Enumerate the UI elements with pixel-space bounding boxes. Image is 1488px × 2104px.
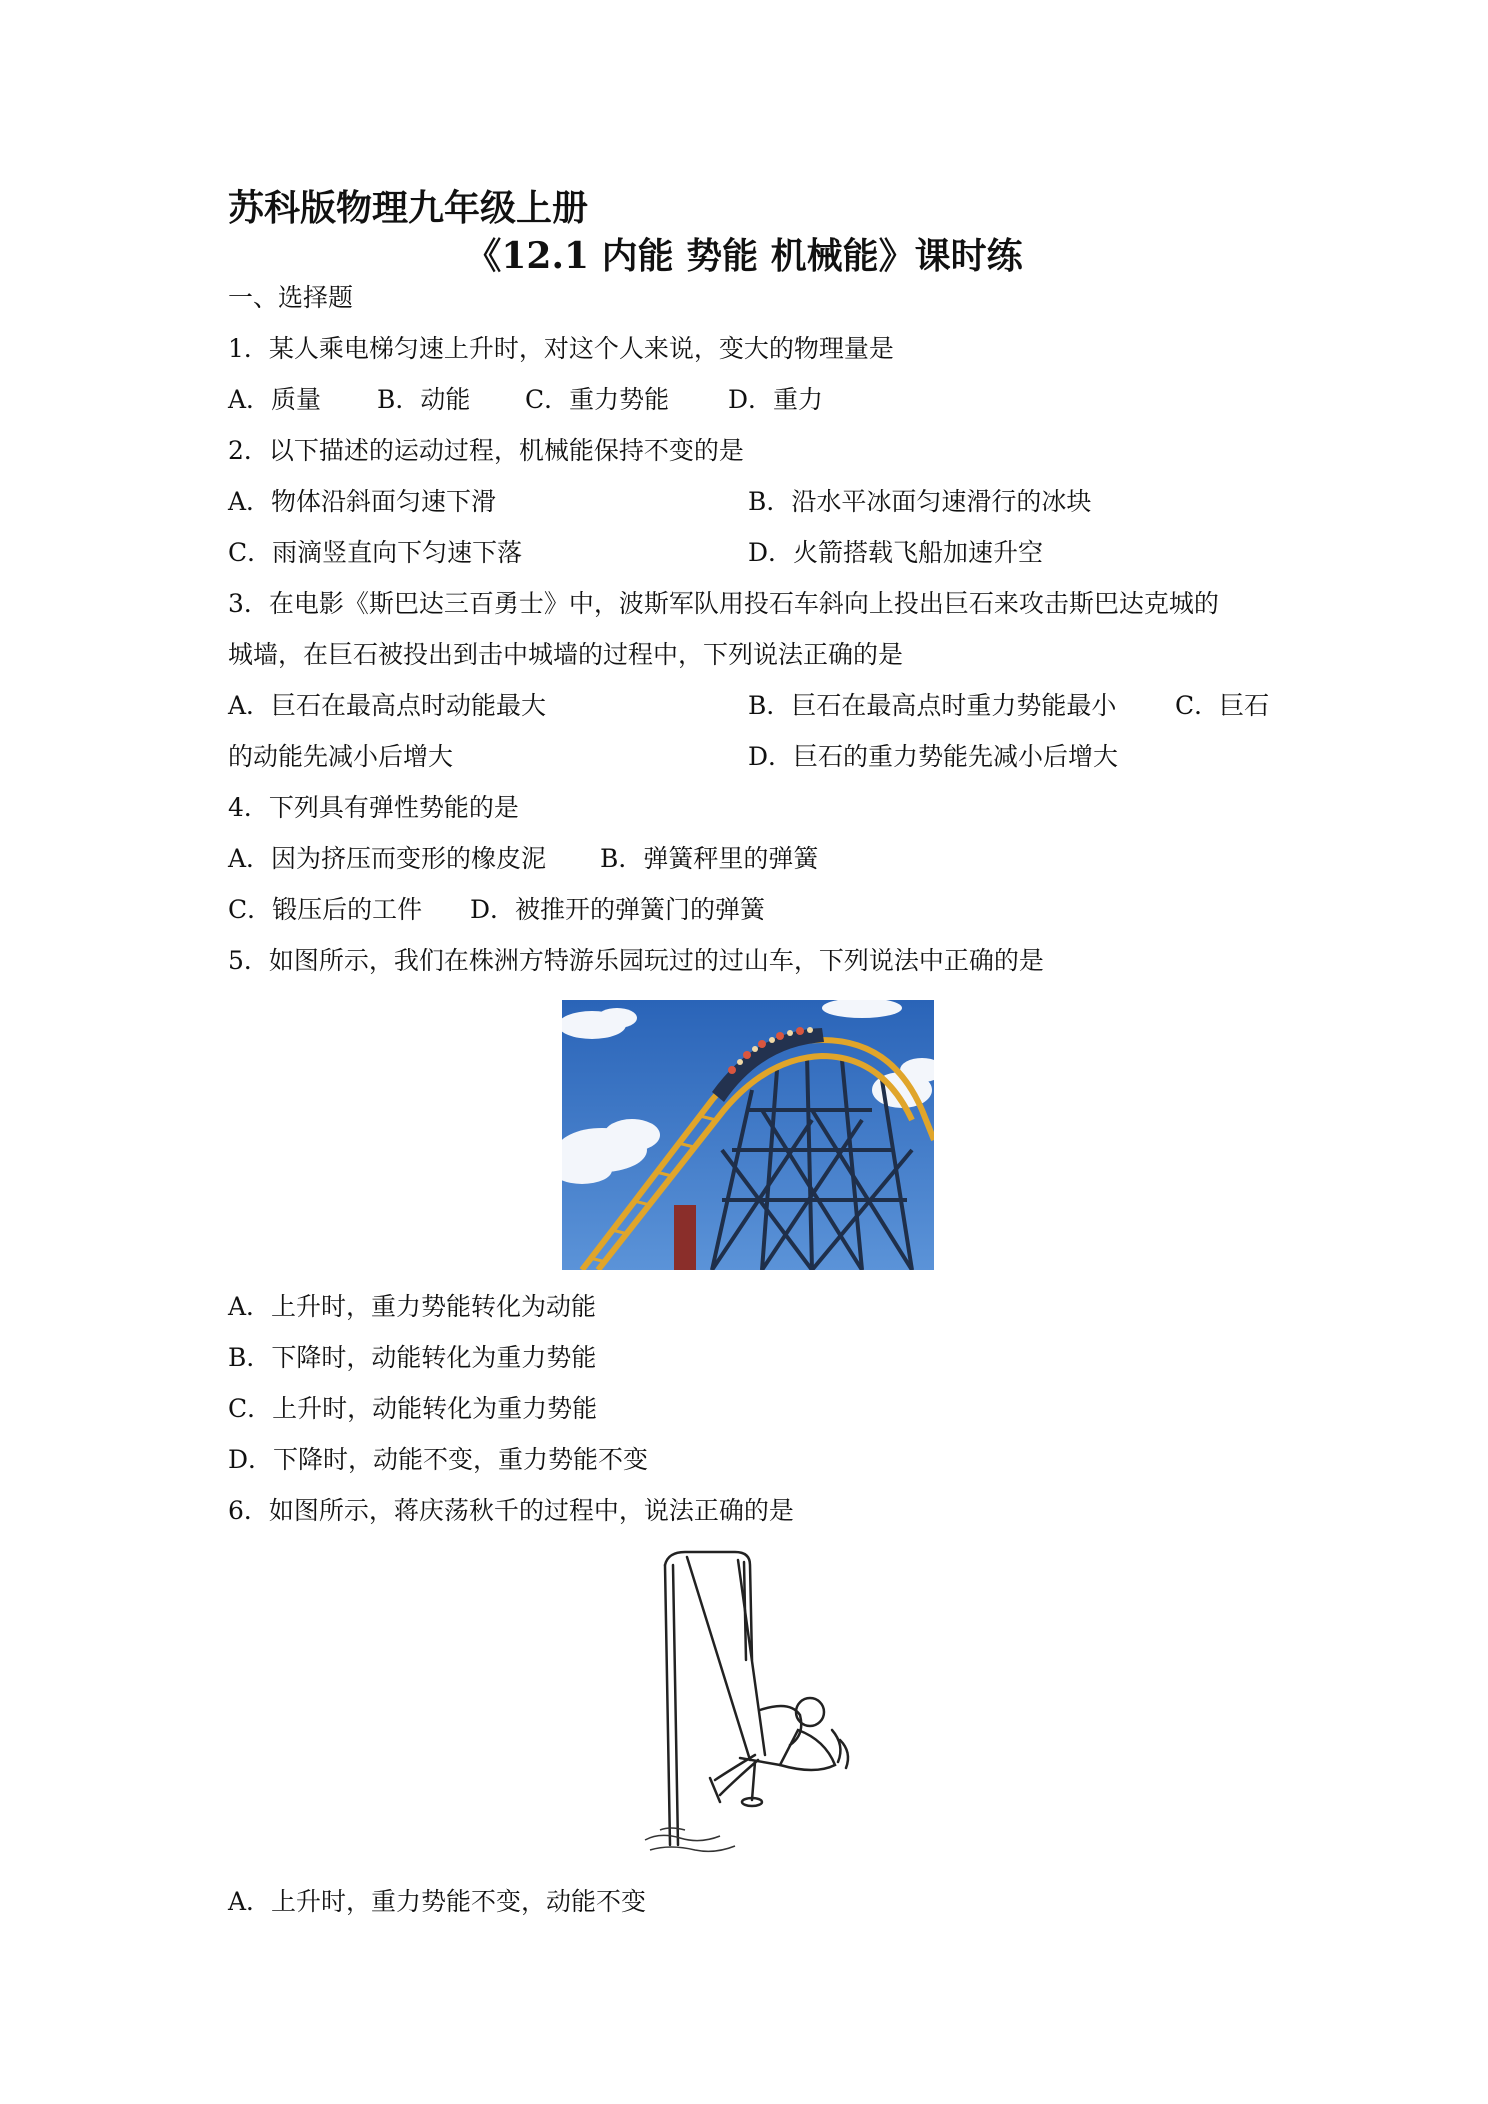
q4-option-c: C．锻压后的工件 — [228, 895, 423, 924]
q5-option-a: A．上升时，重力势能转化为动能 — [228, 1292, 597, 1321]
q4-stem: 4．下列具有弹性势能的是 — [228, 793, 519, 822]
q2-option-a: A．物体沿斜面匀速下滑 — [228, 487, 497, 516]
q1-option-c: C．重力势能 — [525, 385, 670, 414]
q2-option-c: C．雨滴竖直向下匀速下落 — [228, 538, 523, 567]
q3-stem-line2: 城墙，在巨石被投出到击中城墙的过程中，下列说法正确的是 — [228, 640, 904, 669]
q1-option-b: B．动能 — [377, 385, 471, 414]
q1-option-d: D．重力 — [728, 385, 824, 414]
q5-option-d: D．下降时，动能不变，重力势能不变 — [228, 1445, 649, 1474]
q3-stem-line1: 3．在电影《斯巴达三百勇士》中，波斯军队用投石车斜向上投出巨石来攻击斯巴达克城的 — [228, 589, 1219, 618]
roller-coaster-image — [562, 1000, 934, 1270]
q4-option-b: B．弹簧秤里的弹簧 — [600, 844, 819, 873]
document-subtitle: 《12.1 内能 势能 机械能》课时练 — [465, 235, 1023, 277]
q4-option-a: A．因为挤压而变形的橡皮泥 — [228, 844, 547, 873]
q6-stem: 6．如图所示，蒋庆荡秋千的过程中，说法正确的是 — [228, 1496, 794, 1525]
q1-option-a: A．质量 — [228, 385, 322, 414]
q4-option-d: D．被推开的弹簧门的弹簧 — [470, 895, 766, 924]
q3-option-c-part1: C．巨石 — [1175, 691, 1270, 720]
section-heading: 一、选择题 — [228, 283, 354, 312]
q6-option-a: A．上升时，重力势能不变，动能不变 — [228, 1887, 647, 1916]
q2-option-b: B．沿水平冰面匀速滑行的冰块 — [748, 487, 1092, 516]
swing-image — [640, 1540, 860, 1860]
q5-option-b: B．下降时，动能转化为重力势能 — [228, 1343, 597, 1372]
q3-option-a: A．巨石在最高点时动能最大 — [228, 691, 547, 720]
q3-option-b: B．巨石在最高点时重力势能最小 — [748, 691, 1117, 720]
q3-option-c-part2: 的动能先减小后增大 — [228, 742, 454, 771]
q2-stem: 2．以下描述的运动过程，机械能保持不变的是 — [228, 436, 744, 465]
q5-stem: 5．如图所示，我们在株洲方特游乐园玩过的过山车，下列说法中正确的是 — [228, 946, 1044, 975]
document-title: 苏科版物理九年级上册 — [228, 187, 589, 229]
q3-option-d: D．巨石的重力势能先减小后增大 — [748, 742, 1119, 771]
q1-stem: 1．某人乘电梯匀速上升时，对这个人来说，变大的物理量是 — [228, 334, 894, 363]
q2-option-d: D．火箭搭载飞船加速升空 — [748, 538, 1044, 567]
q5-option-c: C．上升时，动能转化为重力势能 — [228, 1394, 598, 1423]
